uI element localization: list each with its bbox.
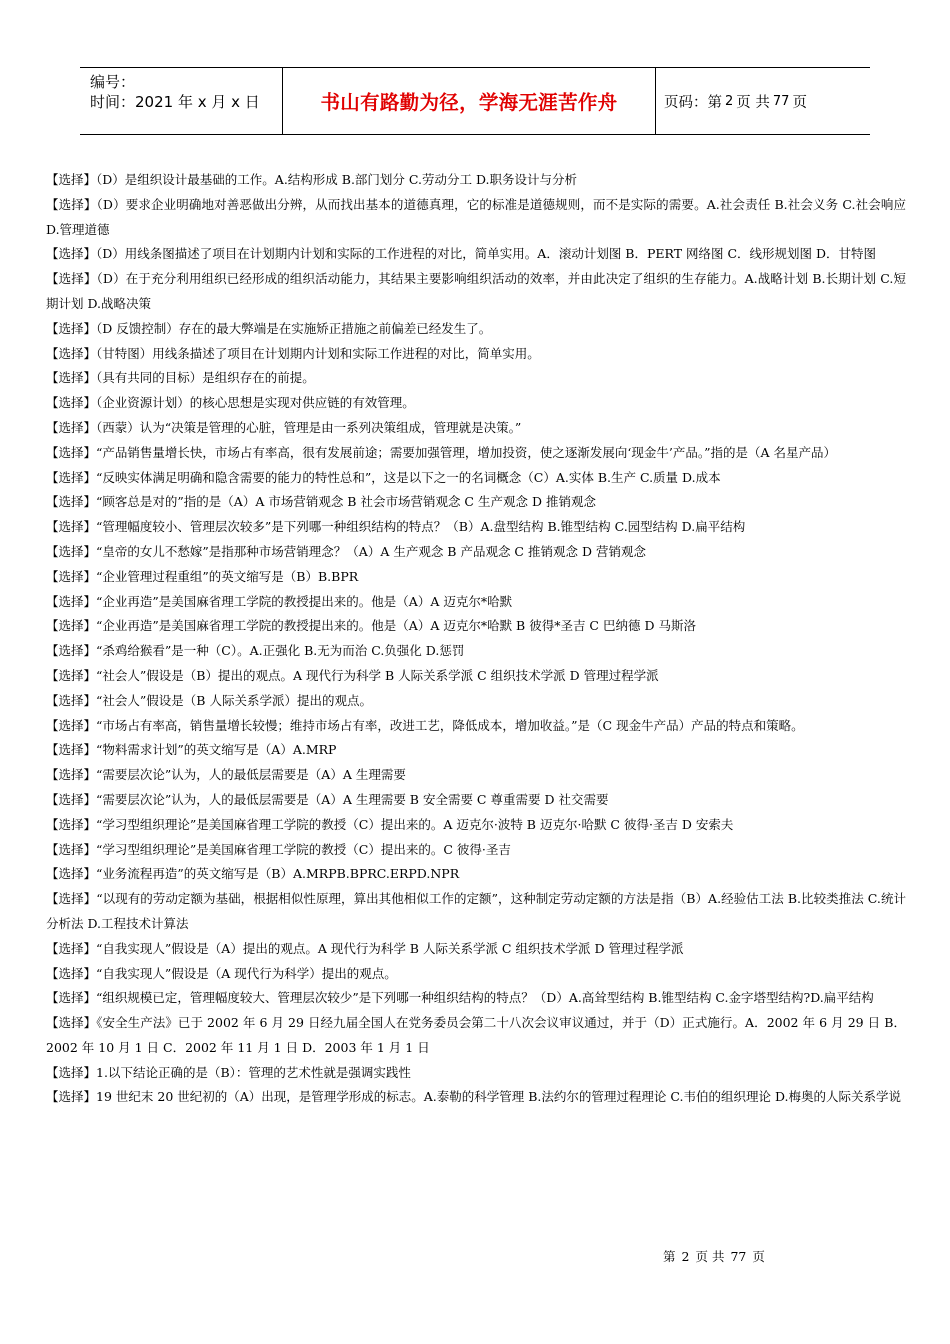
- question-item: [46, 1085, 906, 1110]
- question-item: [46, 466, 906, 491]
- question-text: “物料需求计划”的英文缩写是（A）A.MRP: [96, 742, 337, 758]
- question-tag: 【选择】: [46, 444, 97, 460]
- question-tag: 【选择】: [46, 866, 97, 882]
- question-item: [46, 813, 906, 838]
- footer-total: 77: [730, 1249, 747, 1264]
- question-item: [46, 342, 906, 367]
- question-text: 《安全生产法》已于 2002 年 6 月 29 日经九届全国人在党务委员会第二十八次会议审议通过，并于（D）正式施行。A．2002 年 6 月 29 日 B．2002 年 10 月 1 日 C．2002 年 11 月 1 日 D．2003 年 1 月 1 日: [46, 1015, 906, 1055]
- question-text: （企业资源计划）的核心思想是实现对供应链的有效管理。: [96, 395, 415, 411]
- page-current: 2: [725, 93, 734, 109]
- question-item: [46, 962, 906, 987]
- question-text: 19 世纪末 20 世纪初的（A）出现，是管理学形成的标志。A.泰勒的科学管理 B.法约尔的管理过程理论 C.韦伯的组织理论 D.梅奥的人际关系学说: [96, 1089, 901, 1105]
- question-item: [46, 490, 906, 515]
- question-item: [46, 639, 906, 664]
- page-end: 页: [792, 94, 807, 111]
- page-total: 77: [772, 93, 790, 109]
- question-tag: 【选择】: [46, 196, 97, 212]
- question-item: [46, 540, 906, 565]
- question-tag: 【选择】: [46, 345, 97, 361]
- question-item: [46, 391, 906, 416]
- question-text: “需要层次论”认为，人的最低层需要是（A）A 生理需要: [96, 767, 406, 783]
- question-text: “社会人”假设是（B 人际关系学派）提出的观点。: [96, 692, 372, 708]
- question-text: “自我实现人”假设是（A 现代行为科学）提出的观点。: [96, 965, 397, 981]
- question-list: [46, 168, 906, 1110]
- date-label: 时间：2021 年 x 月 x 日: [90, 93, 260, 111]
- question-item: [46, 441, 906, 466]
- question-tag: 【选择】: [46, 667, 97, 683]
- question-tag: 【选择】: [46, 816, 97, 832]
- question-tag: 【选择】: [46, 320, 97, 336]
- question-item: [46, 614, 906, 639]
- footer-prefix: 第: [663, 1249, 676, 1264]
- question-item: [46, 714, 906, 739]
- question-item: [46, 193, 906, 243]
- question-tag: 【选择】: [46, 940, 97, 956]
- question-item: [46, 862, 906, 887]
- question-tag: 【选择】: [46, 593, 97, 609]
- question-item: [46, 689, 906, 714]
- question-text: （具有共同的目标）是组织存在的前提。: [96, 370, 315, 386]
- question-text: “皇帝的女儿不愁嫁”是指那种市场营销理念？（A）A 生产观念 B 产品观念 C 推销观念 D 营销观念: [96, 543, 646, 559]
- page-footer: [663, 1247, 771, 1265]
- question-item: [46, 366, 906, 391]
- question-item: [46, 317, 906, 342]
- question-item: [46, 1011, 906, 1061]
- question-tag: 【选择】: [46, 965, 97, 981]
- question-text: “学习型组织理论”是美国麻省理工学院的教授（C）提出来的。A 迈克尔·波特 B 迈克尔·哈默 C 彼得·圣吉 D 安索夫: [96, 816, 734, 832]
- question-tag: 【选择】: [46, 370, 97, 386]
- header-meta: [80, 68, 283, 134]
- question-text: “社会人”假设是（B）提出的观点。A 现代行为科学 B 人际关系学派 C 组织技术学派 D 管理过程学派: [96, 667, 659, 683]
- question-tag: 【选择】: [46, 246, 97, 262]
- page-mid: 页 共: [736, 94, 770, 111]
- question-tag: 【选择】: [46, 643, 97, 659]
- question-item: [46, 416, 906, 441]
- question-item: [46, 838, 906, 863]
- question-item: [46, 242, 906, 267]
- question-tag: 【选择】: [46, 791, 97, 807]
- question-tag: 【选择】: [46, 395, 97, 411]
- footer-mid: 页 共: [695, 1249, 725, 1264]
- question-item: [46, 168, 906, 193]
- page-label: 页码：第: [664, 94, 722, 111]
- question-tag: 【选择】: [46, 1015, 97, 1031]
- serial-label: 编号：: [90, 73, 136, 91]
- question-text: （D 反馈控制）存在的最大弊端是在实施矫正措施之前偏差已经发生了。: [96, 320, 492, 336]
- header-motto: 书山有路勤为径，学海无涯苦作舟: [283, 68, 656, 134]
- question-text: “以现有的劳动定额为基础，根据相似性原理，算出其他相似工作的定额”，这种制定劳动定额的方法是指（B）A.经验估工法 B.比较类推法 C.统计分析法 D.工程技术计算法: [46, 891, 906, 931]
- question-text: “市场占有率高，销售量增长较慢；维持市场占有率，改进工艺，降低成本，增加收益。”是（C 现金牛产品）产品的特点和策略。: [96, 717, 804, 733]
- question-tag: 【选择】: [46, 692, 97, 708]
- question-text: （甘特图）用线条描述了项目在计划期内计划和实际工作进程的对比，简单实用。: [96, 345, 540, 361]
- footer-suffix: 页: [752, 1249, 765, 1264]
- question-tag: 【选择】: [46, 419, 97, 435]
- question-item: [46, 937, 906, 962]
- question-item: [46, 267, 906, 317]
- question-tag: 【选择】: [46, 469, 97, 485]
- question-text: “管理幅度较小、管理层次较多”是下列哪一种组织结构的特点？（B）A.盘型结构 B.锥型结构 C.园型结构 D.扁平结构: [96, 519, 746, 535]
- question-tag: 【选择】: [46, 841, 97, 857]
- question-text: “杀鸡给猴看”是一种（C）。A.正强化 B.无为而治 C.负强化 D.惩罚: [96, 643, 465, 659]
- question-text: 1.以下结论正确的是（B）：管理的艺术性就是强调实践性: [96, 1064, 411, 1080]
- question-text: （西蒙）认为“决策是管理的心脏，管理是由一系列决策组成，管理就是决策。”: [96, 419, 522, 435]
- question-item: [46, 763, 906, 788]
- question-text: “企业管理过程重组”的英文缩写是（B）B.BPR: [96, 568, 359, 584]
- question-text: “组织规模已定，管理幅度较大、管理层次较少”是下列哪一种组织结构的特点？（D）A.高耸型结构 B.锥型结构 C.金字塔型结构?D.扁平结构: [96, 990, 874, 1006]
- question-text: “学习型组织理论”是美国麻省理工学院的教授（C）提出来的。C 彼得·圣吉: [96, 841, 511, 857]
- question-tag: 【选择】: [46, 742, 97, 758]
- question-tag: 【选择】: [46, 519, 97, 535]
- question-tag: 【选择】: [46, 891, 97, 907]
- question-text: “反映实体满足明确和隐含需要的能力的特性总和”，这是以下之一的名词概念（C）A.实体 B.生产 C.质量 D.成本: [96, 469, 721, 485]
- question-item: [46, 1061, 906, 1086]
- question-text: “企业再造”是美国麻省理工学院的教授提出来的。他是（A）A 迈克尔*哈默 B 彼得*圣吉 C 巴纳德 D 马斯洛: [96, 618, 696, 634]
- question-text: “企业再造”是美国麻省理工学院的教授提出来的。他是（A）A 迈克尔*哈默: [96, 593, 513, 609]
- question-tag: 【选择】: [46, 568, 97, 584]
- question-tag: 【选择】: [46, 172, 97, 187]
- question-item: [46, 664, 906, 689]
- question-tag: 【选择】: [46, 1064, 97, 1080]
- question-text: （D）在于充分利用组织已经形成的组织活动能力，其结果主要影响组织活动的效率，并由此决定了组织的生存能力。A.战略计划 B.长期计划 C.短期计划 D.战略决策: [46, 271, 906, 311]
- question-text: “需要层次论”认为，人的最低层需要是（A）A 生理需要 B 安全需要 C 尊重需要 D 社交需要: [96, 791, 609, 807]
- question-item: [46, 565, 906, 590]
- question-tag: 【选择】: [46, 543, 97, 559]
- page-header: [80, 67, 870, 135]
- header-page-info: [656, 68, 870, 134]
- footer-current: 2: [681, 1249, 690, 1264]
- question-item: [46, 590, 906, 615]
- question-item: [46, 986, 906, 1011]
- question-text: （D）用线条图描述了项目在计划期内计划和实际的工作进程的对比，简单实用。A．滚动计划图 B．PERT 网络图 C．线形规划图 D．甘特图: [96, 246, 877, 262]
- question-text: “顾客总是对的”指的是（A）A 市场营销观念 B 社会市场营销观念 C 生产观念 D 推销观念: [96, 494, 596, 510]
- question-tag: 【选择】: [46, 618, 97, 634]
- question-text: （D）要求企业明确地对善恶做出分辨，从而找出基本的道德真理，它的标准是道德规则，而不是实际的需要。A.社会责任 B.社会义务 C.社会响应 D.管理道德: [46, 196, 906, 237]
- question-item: [46, 515, 906, 540]
- question-tag: 【选择】: [46, 767, 97, 783]
- question-item: [46, 738, 906, 763]
- question-tag: 【选择】: [46, 1089, 97, 1105]
- question-text: “业务流程再造”的英文缩写是（B）A.MRPB.BPRC.ERPD.NPR: [96, 866, 460, 882]
- question-item: [46, 887, 906, 937]
- question-tag: 【选择】: [46, 494, 97, 510]
- question-text: （D）是组织设计最基础的工作。A.结构形成 B.部门划分 C.劳动分工 D.职务设计与分析: [96, 172, 578, 187]
- question-tag: 【选择】: [46, 990, 97, 1006]
- question-text: “自我实现人”假设是（A）提出的观点。A 现代行为科学 B 人际关系学派 C 组织技术学派 D 管理过程学派: [96, 940, 684, 956]
- question-tag: 【选择】: [46, 717, 97, 733]
- question-item: [46, 788, 906, 813]
- question-text: “产品销售量增长快，市场占有率高，很有发展前途；需要加强管理，增加投资，使之逐渐发展向‘现金牛’产品。”指的是（A 名星产品）: [96, 444, 836, 460]
- question-tag: 【选择】: [46, 271, 97, 287]
